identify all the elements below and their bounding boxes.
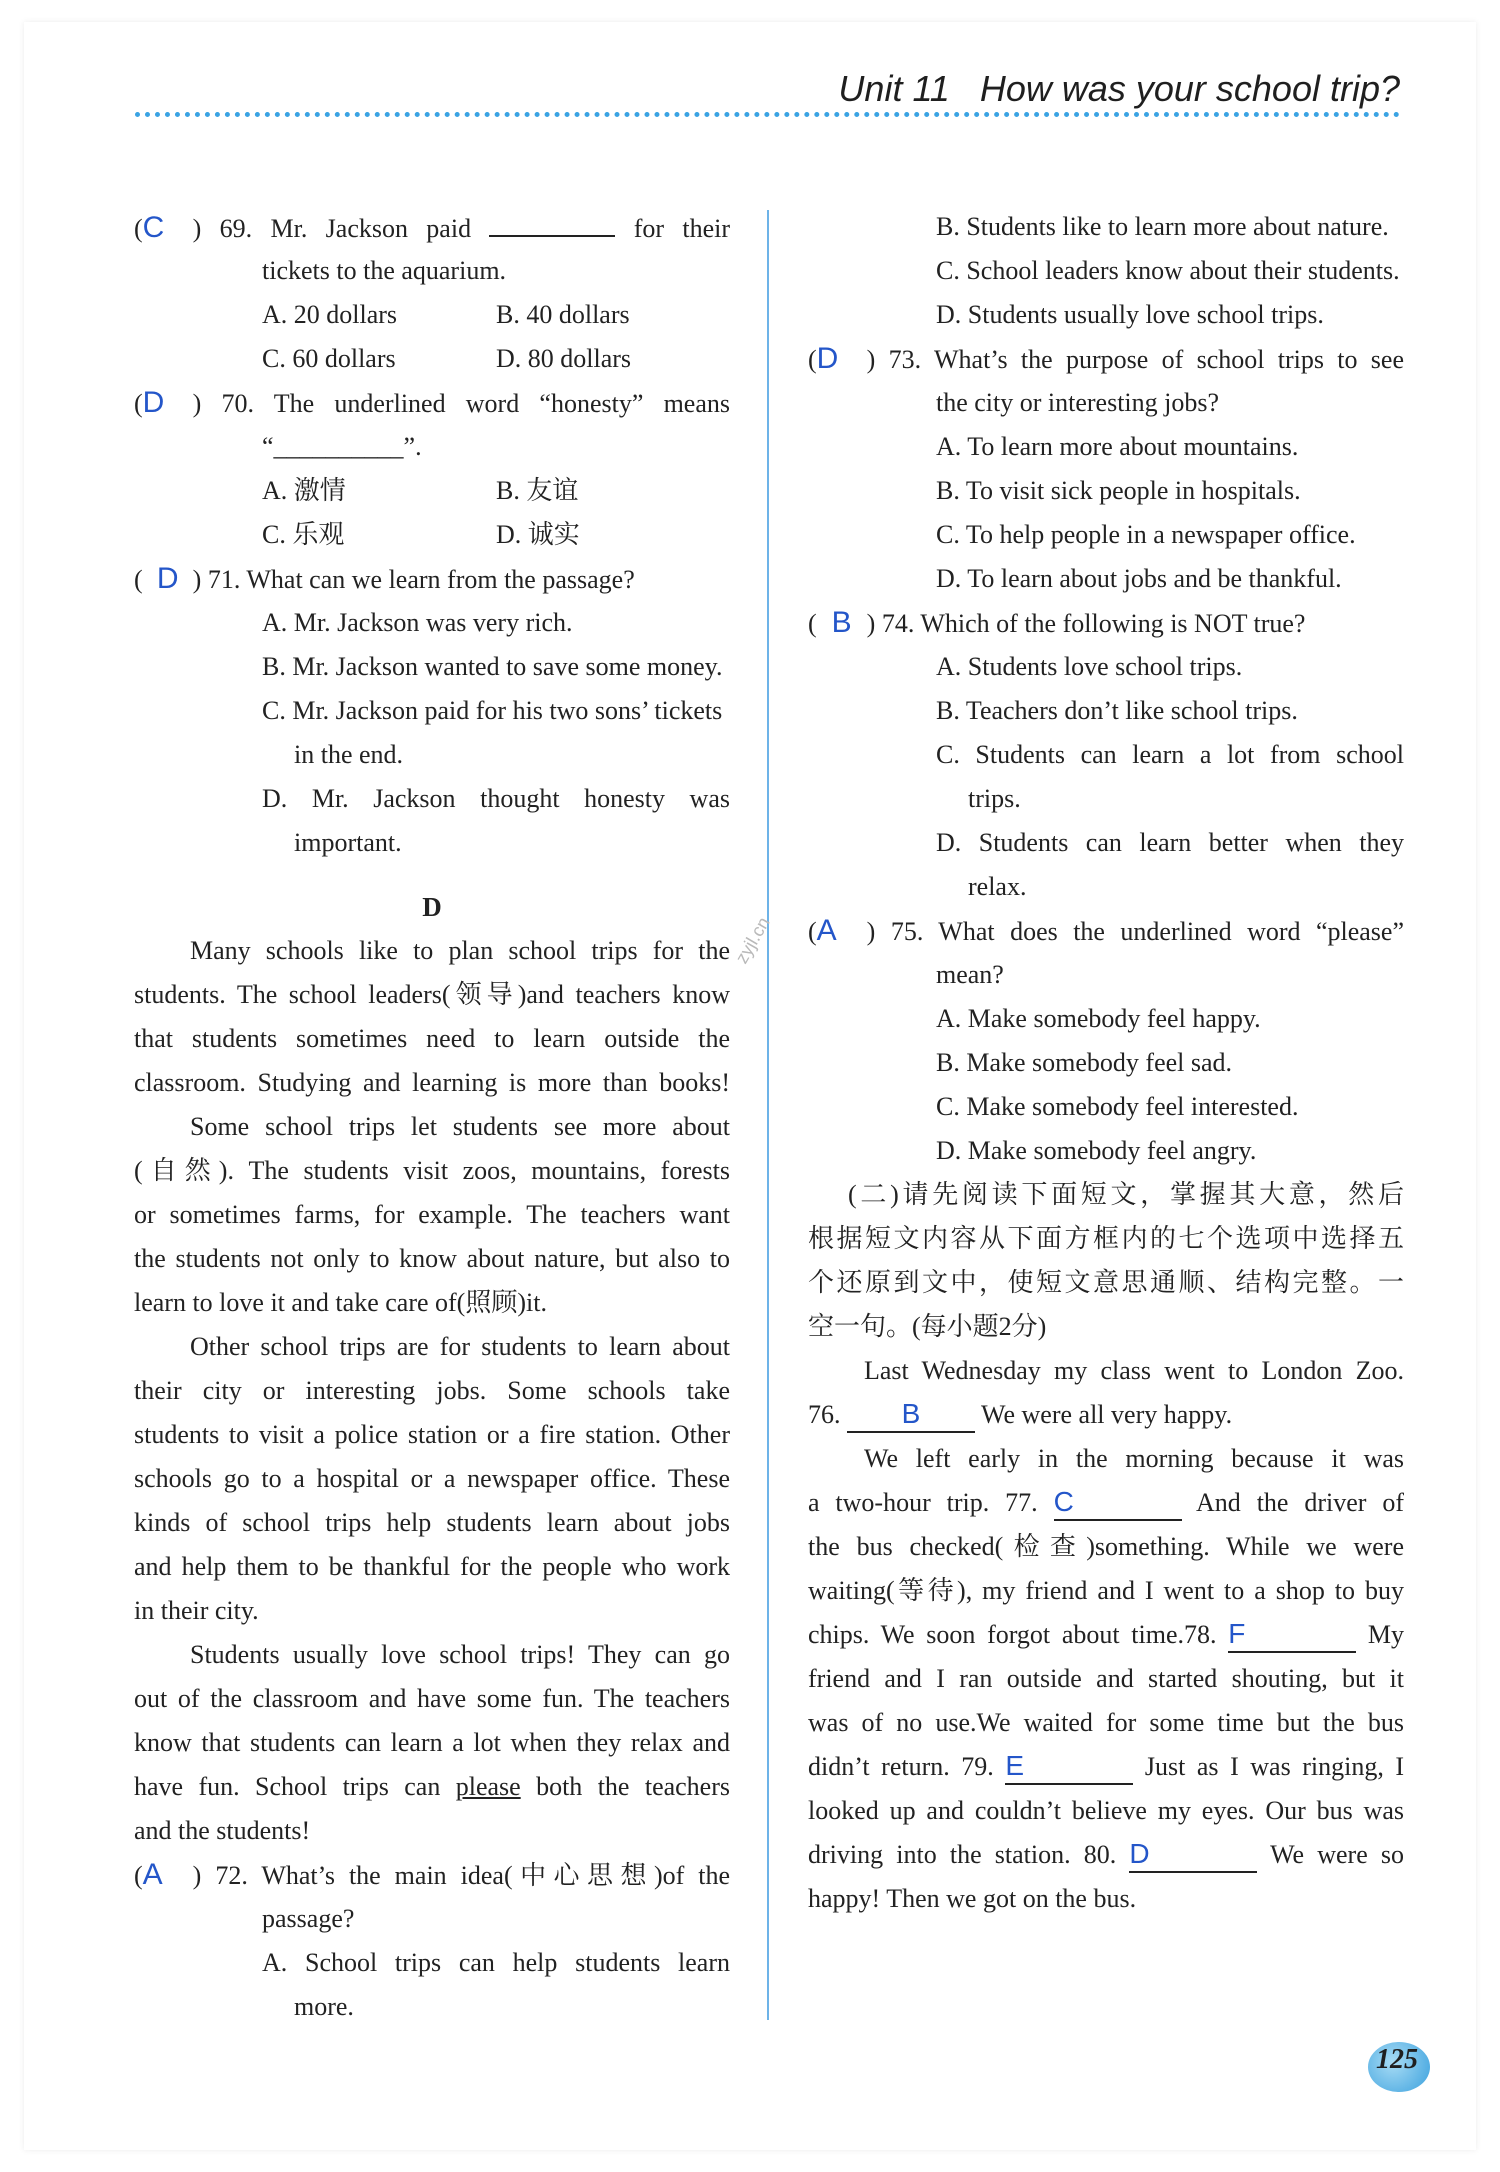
passage-line: students to visit a police station or a fire station. Other [134, 1420, 730, 1449]
q70-options-cd: C. 乐观 D. 诚实 [262, 520, 580, 549]
q71-option-d-1: D. Mr. Jackson thought honesty was [262, 784, 730, 813]
q72-option-a-2: more. [294, 1992, 354, 2021]
q69-blank [489, 205, 615, 237]
q69-options-ab: A. 20 dollars B. 40 dollars [262, 300, 630, 329]
q71-stem: ( D ) 71. What can we learn from the passage? [134, 557, 730, 601]
answer-77: C [1054, 1485, 1182, 1521]
q69-stem-line-2: tickets to the aquarium. [262, 256, 507, 285]
q73-option-a: A. To learn more about mountains. [936, 432, 1299, 461]
q72-option-b: B. Students like to learn more about nature. [936, 212, 1389, 241]
q73-stem-line-1: (D ) 73. What’s the purpose of school trips to see [808, 337, 1404, 381]
answer-79: E [1005, 1749, 1133, 1785]
q74-option-d-2: relax. [968, 872, 1027, 901]
q73-option-b: B. To visit sick people in hospitals. [936, 476, 1301, 505]
q75-stem-line-1: (A ) 75. What does the underlined word “please” [808, 909, 1404, 953]
q74-option-b: B. Teachers don’t like school trips. [936, 696, 1298, 725]
underlined-word-please: please [455, 1772, 521, 1801]
cloze-line: looked up and couldn’t believe my eyes. Our bus was [808, 1796, 1404, 1825]
passage-line: Some school trips let students see more about [190, 1112, 730, 1141]
passage-line: in their city. [134, 1596, 259, 1625]
instructions-line: 空一句。(每小题2分) [808, 1312, 1047, 1341]
page-number-badge [1368, 2042, 1430, 2092]
q75-option-b: B. Make somebody feel sad. [936, 1048, 1233, 1077]
cloze-line-79: didn’t return. 79. E Just as I was ringing, I [808, 1745, 1404, 1789]
column-divider [767, 210, 769, 2020]
cloze-line: waiting(等待), my friend and I went to a shop to buy [808, 1576, 1404, 1605]
cloze-line: happy! Then we got on the bus. [808, 1884, 1137, 1913]
passage-line-with-underlined-word: have fun. School trips can please both the teachers [134, 1772, 730, 1801]
answer-80: D [1129, 1837, 1257, 1873]
instructions-line: (二)请先阅读下面短文，掌握其大意，然后 [848, 1180, 1404, 1209]
q69-answer: C [142, 211, 165, 244]
right-column [808, 205, 1404, 1921]
cloze-line: was of no use.We waited for some time but the bus [808, 1708, 1404, 1737]
unit-label: Unit 11 [838, 68, 950, 109]
passage-line: Many schools like to plan school trips for the [190, 936, 730, 965]
q69-options-cd: C. 60 dollars D. 80 dollars [262, 344, 632, 373]
page-number: 125 [1376, 2044, 1418, 2075]
q70-stem-line-2: “__________”. [262, 432, 422, 461]
passage-line: and the students! [134, 1816, 311, 1845]
q74-option-d-1: D. Students can learn better when they [936, 828, 1404, 857]
q75-option-d: D. Make somebody feel angry. [936, 1136, 1257, 1165]
passage-line: students. The school leaders(领导)and teachers know [134, 980, 730, 1009]
q71-option-b: B. Mr. Jackson wanted to save some money. [262, 652, 723, 681]
q72-stem-line-2: passage? [262, 1904, 355, 1933]
q71-option-a: A. Mr. Jackson was very rich. [262, 608, 573, 637]
q71-answer: D [156, 562, 179, 595]
instructions-line: 个还原到文中，使短文意思通顺、结构完整。一 [808, 1268, 1404, 1297]
passage-line: Students usually love school trips! They can go [190, 1640, 730, 1669]
q69-stem-line-1: (C ) 69. Mr. Jackson paid for their [134, 205, 730, 249]
answer-76: B [847, 1397, 975, 1433]
q72-stem-line-1: (A ) 72. What’s the main idea(中心思想)of the [134, 1853, 730, 1897]
passage-line: kinds of school trips help students learn about jobs [134, 1508, 730, 1537]
cloze-line-78: chips. We soon forgot about time.78. F My [808, 1613, 1404, 1657]
cloze-line-77: a two-hour trip. 77. C And the driver of [808, 1481, 1404, 1525]
q71-option-c-1: C. Mr. Jackson paid for his two sons’ tickets [262, 696, 723, 725]
q74-option-a: A. Students love school trips. [936, 652, 1243, 681]
cloze-line-76: 76. B We were all very happy. [808, 1393, 1404, 1437]
q75-option-c: C. Make somebody feel interested. [936, 1092, 1299, 1121]
cloze-line: Last Wednesday my class went to London Zoo. [864, 1356, 1404, 1385]
passage-line: and help them to be thankful for the people who work [134, 1552, 730, 1581]
passage-line: (自然). The students visit zoos, mountains, forests [134, 1156, 730, 1185]
unit-title: How was your school trip? [979, 68, 1400, 109]
passage-line: Other school trips are for students to learn about [190, 1332, 730, 1361]
q75-answer: A [816, 914, 837, 947]
watermark: zyjl.cn [731, 913, 774, 967]
q72-option-a-1: A. School trips can help students learn [262, 1948, 730, 1977]
header-dotted-rule [135, 112, 1400, 117]
passage-line: that students sometimes need to learn outside the [134, 1024, 730, 1053]
cloze-line: We left early in the morning because it was [864, 1444, 1404, 1473]
page-header [838, 68, 1400, 110]
left-column [134, 205, 730, 2029]
passage-line: out of the classroom and have some fun. The teachers [134, 1684, 730, 1713]
q73-option-c: C. To help people in a newspaper office. [936, 520, 1356, 549]
q74-option-c-1: C. Students can learn a lot from school [936, 740, 1404, 769]
passage-line: or sometimes farms, for example. The teachers want [134, 1200, 730, 1229]
q74-answer: B [831, 606, 852, 639]
q72-option-c: C. School leaders know about their students. [936, 256, 1400, 285]
q75-option-a: A. Make somebody feel happy. [936, 1004, 1261, 1033]
answer-78: F [1228, 1617, 1356, 1653]
q75-stem-line-2: mean? [936, 960, 1004, 989]
passage-line: their city or interesting jobs. Some schools take [134, 1376, 730, 1405]
q72-option-d: D. Students usually love school trips. [936, 300, 1324, 329]
passage-line: classroom. Studying and learning is more than books! [134, 1068, 730, 1097]
cloze-line: friend and I ran outside and started shouting, but it [808, 1664, 1404, 1693]
passage-line: learn to love it and take care of(照顾)it. [134, 1288, 547, 1317]
q74-stem: ( B ) 74. Which of the following is NOT true? [808, 601, 1404, 645]
q71-option-c-2: in the end. [294, 740, 404, 769]
instructions-line: 根据短文内容从下面方框内的七个选项中选择五 [808, 1224, 1404, 1253]
cloze-line-80: driving into the station. 80. D We were so [808, 1833, 1404, 1877]
q73-option-d: D. To learn about jobs and be thankful. [936, 564, 1342, 593]
q73-answer: D [816, 342, 839, 375]
passage-line: schools go to a hospital or a newspaper office. These [134, 1464, 730, 1493]
passage-line: the students not only to know about nature, but also to [134, 1244, 730, 1273]
section-d-heading: D [422, 892, 442, 922]
q70-answer: D [142, 386, 165, 419]
cloze-line: the bus checked(检查)something. While we were [808, 1532, 1404, 1561]
passage-line: know that students can learn a lot when they relax and [134, 1728, 730, 1757]
q70-options-ab: A. 激情 B. 友谊 [262, 476, 579, 505]
q74-option-c-2: trips. [968, 784, 1021, 813]
q70-stem-line-1: (D ) 70. The underlined word “honesty” means [134, 381, 730, 425]
q73-stem-line-2: the city or interesting jobs? [936, 388, 1220, 417]
q72-answer: A [142, 1858, 163, 1891]
q71-option-d-2: important. [294, 828, 402, 857]
